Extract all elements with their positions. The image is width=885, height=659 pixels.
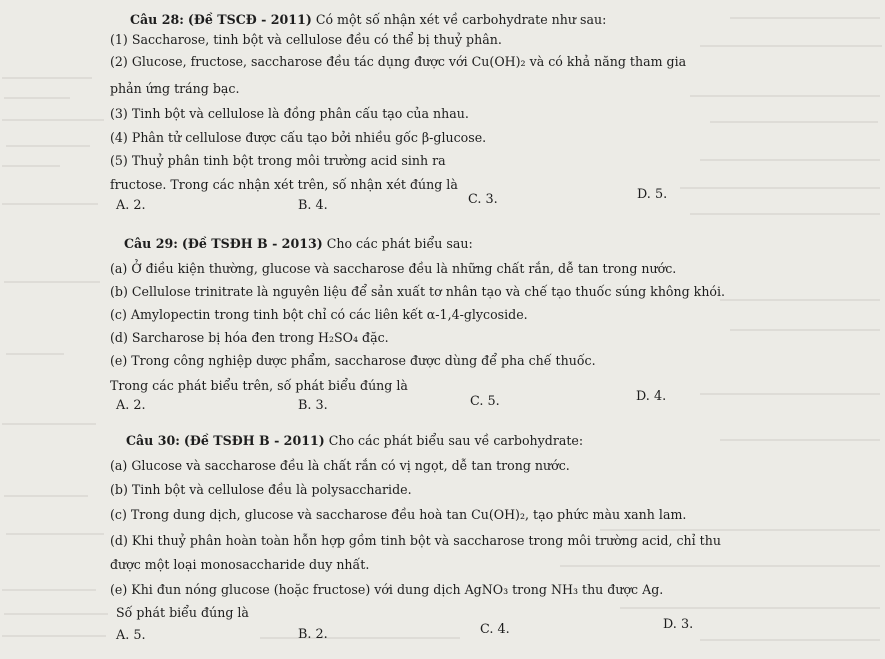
statement: (5) Thuỷ phân tinh bột trong môi trường acid sinh ra xyxy=(110,153,446,168)
option-c: C. 5. xyxy=(470,394,500,409)
statement: (3) Tinh bột và cellulose là đồng phân cấu tạo của nhau. xyxy=(110,106,469,121)
option-b: B. 3. xyxy=(298,398,328,413)
statement: (e) Trong công nghiệp dược phẩm, saccharose được dùng để pha chế thuốc. xyxy=(110,353,596,368)
question-source: (Đề TSĐH B - 2011) xyxy=(183,433,325,448)
question-28-header xyxy=(130,12,606,28)
option-d: D. 4. xyxy=(636,389,667,404)
statement: (4) Phân tử cellulose được cấu tạo bởi nhiều gốc β-glucose. xyxy=(110,130,487,145)
statement: (a) Glucose và saccharose đều là chất rắn có vị ngọt, dễ tan trong nước. xyxy=(110,458,570,473)
statement: (d) Khi thuỷ phân hoàn toàn hỗn hợp gồm tinh bột và saccharose trong môi trường acid, chỉ thu xyxy=(110,533,721,548)
statement: (b) Cellulose trinitrate là nguyên liệu để sản xuất tơ nhân tạo và chế tạo thuốc súng không khói. xyxy=(110,284,726,299)
option-b: B. 4. xyxy=(298,198,328,213)
question-source: (Đề TSCĐ - 2011) xyxy=(187,12,312,27)
statement: phản ứng tráng bạc. xyxy=(110,81,240,96)
statement: Số phát biểu đúng là xyxy=(116,605,249,620)
option-a: A. 5. xyxy=(116,628,146,643)
option-d: D. 5. xyxy=(637,187,668,202)
statement: (a) Ở điều kiện thường, glucose và saccharose đều là những chất rắn, dễ tan trong nước. xyxy=(110,261,677,276)
option-b: B. 2. xyxy=(298,627,328,642)
statement: (c) Amylopectin trong tinh bột chỉ có các liên kết α-1,4-glycoside. xyxy=(110,307,528,322)
statement: (d) Sarcharose bị hóa đen trong H₂SO₄ đặc. xyxy=(110,330,389,345)
statement: (2) Glucose, fructose, saccharose đều tác dụng được với Cu(OH)₂ và có khả năng tham gia xyxy=(110,54,687,69)
question-number: Câu 28: xyxy=(130,12,184,27)
question-29-header xyxy=(124,236,473,252)
statement: được một loại monosaccharide duy nhất. xyxy=(110,557,370,572)
question-number: Câu 30: xyxy=(126,433,180,448)
option-c: C. 4. xyxy=(480,622,510,637)
statement: (e) Khi đun nóng glucose (hoặc fructose) với dung dịch AgNO₃ trong NH₃ thu được Ag. xyxy=(110,582,664,597)
option-c: C. 3. xyxy=(468,192,498,207)
question-stem: Cho các phát biểu sau về carbohydrate: xyxy=(328,433,584,448)
option-a: A. 2. xyxy=(116,398,146,413)
statement: fructose. Trong các nhận xét trên, số nhận xét đúng là xyxy=(110,177,458,192)
question-stem: Có một số nhận xét về carbohydrate như sau: xyxy=(315,12,607,27)
option-a: A. 2. xyxy=(116,198,146,213)
statement: (1) Saccharose, tinh bột và cellulose đều có thể bị thuỷ phân. xyxy=(110,32,502,47)
question-30-header xyxy=(126,433,583,449)
statement: (c) Trong dung dịch, glucose và saccharose đều hoà tan Cu(OH)₂, tạo phức màu xanh lam. xyxy=(110,507,687,522)
statement: Trong các phát biểu trên, số phát biểu đúng là xyxy=(110,378,408,393)
option-d: D. 3. xyxy=(663,617,694,632)
statement: (b) Tinh bột và cellulose đều là polysaccharide. xyxy=(110,482,412,497)
question-source: (Đề TSĐH B - 2013) xyxy=(181,236,323,251)
question-number: Câu 29: xyxy=(124,236,178,251)
question-stem: Cho các phát biểu sau: xyxy=(326,236,473,251)
